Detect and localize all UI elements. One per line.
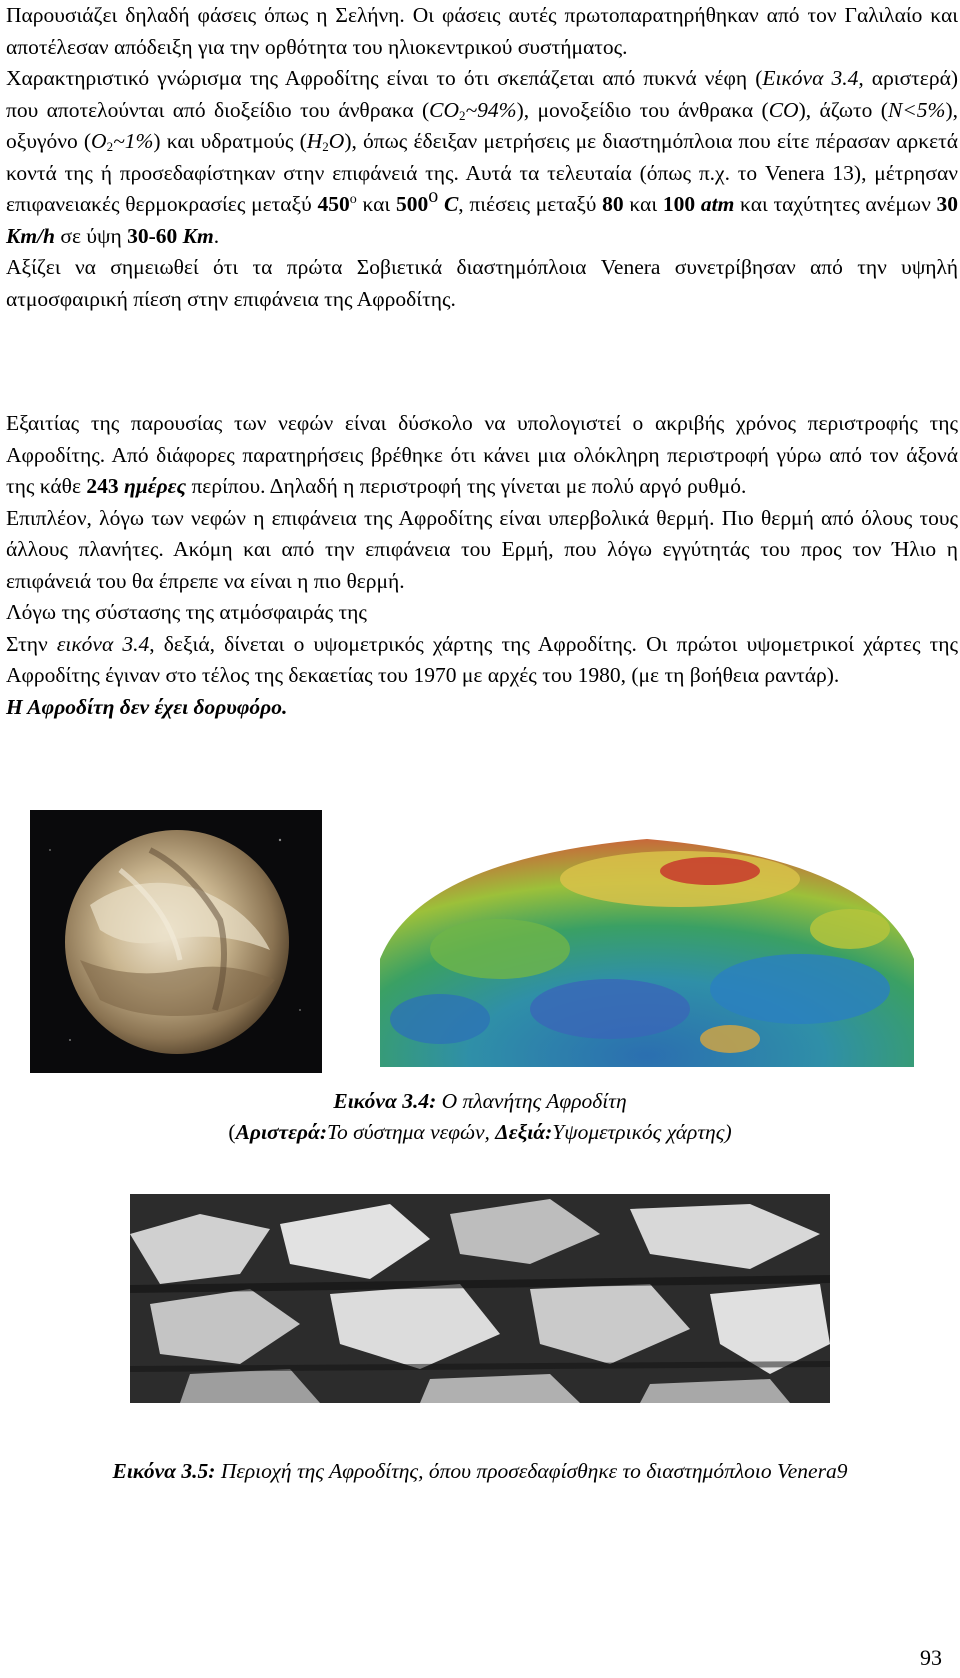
venera9-surface-photo	[130, 1194, 830, 1403]
paragraph-no-satellite: Η Αφροδίτη δεν έχει δορυφόρο.	[6, 694, 288, 719]
venus-cloud-photo	[30, 810, 322, 1073]
paragraph-phases: Παρουσιάζει δηλαδή φάσεις όπως η Σελήνη. Οι φάσεις αυτές πρωτοπαρατηρήθηκαν από τον Γαλιλαίο και αποτέλεσαν απόδειξη για την ορθότητα του ηλιοκεντρικού συστήματος.	[6, 3, 958, 59]
paragraph-rotation: Εξαιτίας της παρουσίας των νεφών είναι δύσκολο να υπολογιστεί ο ακριβής χρόνος περιστροφής της Αφροδίτης. Από διάφορες παρατηρήσεις βρέθηκε ότι κάνει μια ολόκληρη περιστροφή γύρω από τον άξονά της κάθε 243 ημέρες περίπου. Δηλαδή η περιστροφή της γίνεται με πολύ αργό ρυθμό.	[6, 411, 958, 498]
paragraph-composition: Λόγω της σύστασης της ατμόσφαιράς της	[6, 600, 367, 624]
paragraph-topographic-map: Στην εικόνα 3.4, δεξιά, δίνεται ο υψομετρικός χάρτης της Αφροδίτης. Οι πρώτοι υψομετρικοί χάρτες της Αφροδίτης έγιναν στο τέλος της δεκαετίας του 1970 με αρχές του 1980, (με τη βοήθεια ραντάρ).	[6, 631, 959, 687]
paragraph-temperature: Επιπλέον, λόγω των νεφών η επιφάνεια της Αφροδίτης είναι υπερβολικά θερμή. Πιο θερμή από όλους τους άλλους πλανήτες. Ακόμη και από την επιφάνεια του Ερμή, που λόγω εγγύτητάς του προς τον Ήλιο η επιφάνειά του θα έπρεπε να είναι η πιο θερμή.	[6, 505, 958, 593]
page-number: 93	[920, 1645, 942, 1670]
venus-cloud-illustration	[30, 810, 322, 1073]
figure-3-5-caption: Εικόνα 3.5: Περιοχή της Αφροδίτης, όπου προσεδαφίσθηκε το διαστημόπλοιο Venera9	[112, 1459, 848, 1483]
venus-surface-illustration	[130, 1194, 830, 1403]
figure-3-4-caption-line2: (Αριστερά:Το σύστημα νεφών, Δεξιά:Υψομετρικός χάρτης)	[228, 1120, 732, 1144]
text-block-middle	[6, 408, 958, 723]
text-block-top	[6, 0, 958, 315]
paragraph-atmosphere: Χαρακτηριστικό γνώρισμα της Αφροδίτης είναι το ότι σκεπάζεται από πυκνά νέφη (Εικόνα 3.4, αριστερά) που αποτελούνται από διοξείδιο του άνθρακα $(CO_2\sim 94\%)$, μονοξείδιο του άνθρακα (CO), άζωτο (N<5%), οξυγόνο $(O_2\sim 1\%)$ και υδρατμούς $(H_2O)$, όπως έδειξαν μετρήσεις με διαστημόπλοια που είτε πέρασαν αρκετά κοντά της ή προσεδαφίστηκαν στην επιφάνειά της. Αυτά τα τελευταία (όπως π.χ. το Venera 13), μέτρησαν επιφανειακές θερμοκρασίες μεταξύ 450$^o$ και 500$^o$ C, πιέσεις μεταξύ 80 και 100 atm και ταχύτητες ανέμων 30 Km/h σε ύψη 30-60 Km.	[6, 66, 959, 248]
figure-reference: Εικόνα 3.4,	[762, 66, 864, 90]
venus-topographic-map	[380, 839, 914, 1067]
figure-3-4-caption-line1: Εικόνα 3.4: Ο πλανήτης Αφροδίτη	[333, 1089, 627, 1113]
venus-topographic-illustration	[380, 839, 914, 1067]
paragraph-venera: Αξίζει να σημειωθεί ότι τα πρώτα Σοβιετικά διαστημόπλοια Venera συνετρίβησαν από την υψηλή ατμοσφαιρική πίεση στην επιφάνεια της Αφροδίτης.	[6, 255, 958, 311]
